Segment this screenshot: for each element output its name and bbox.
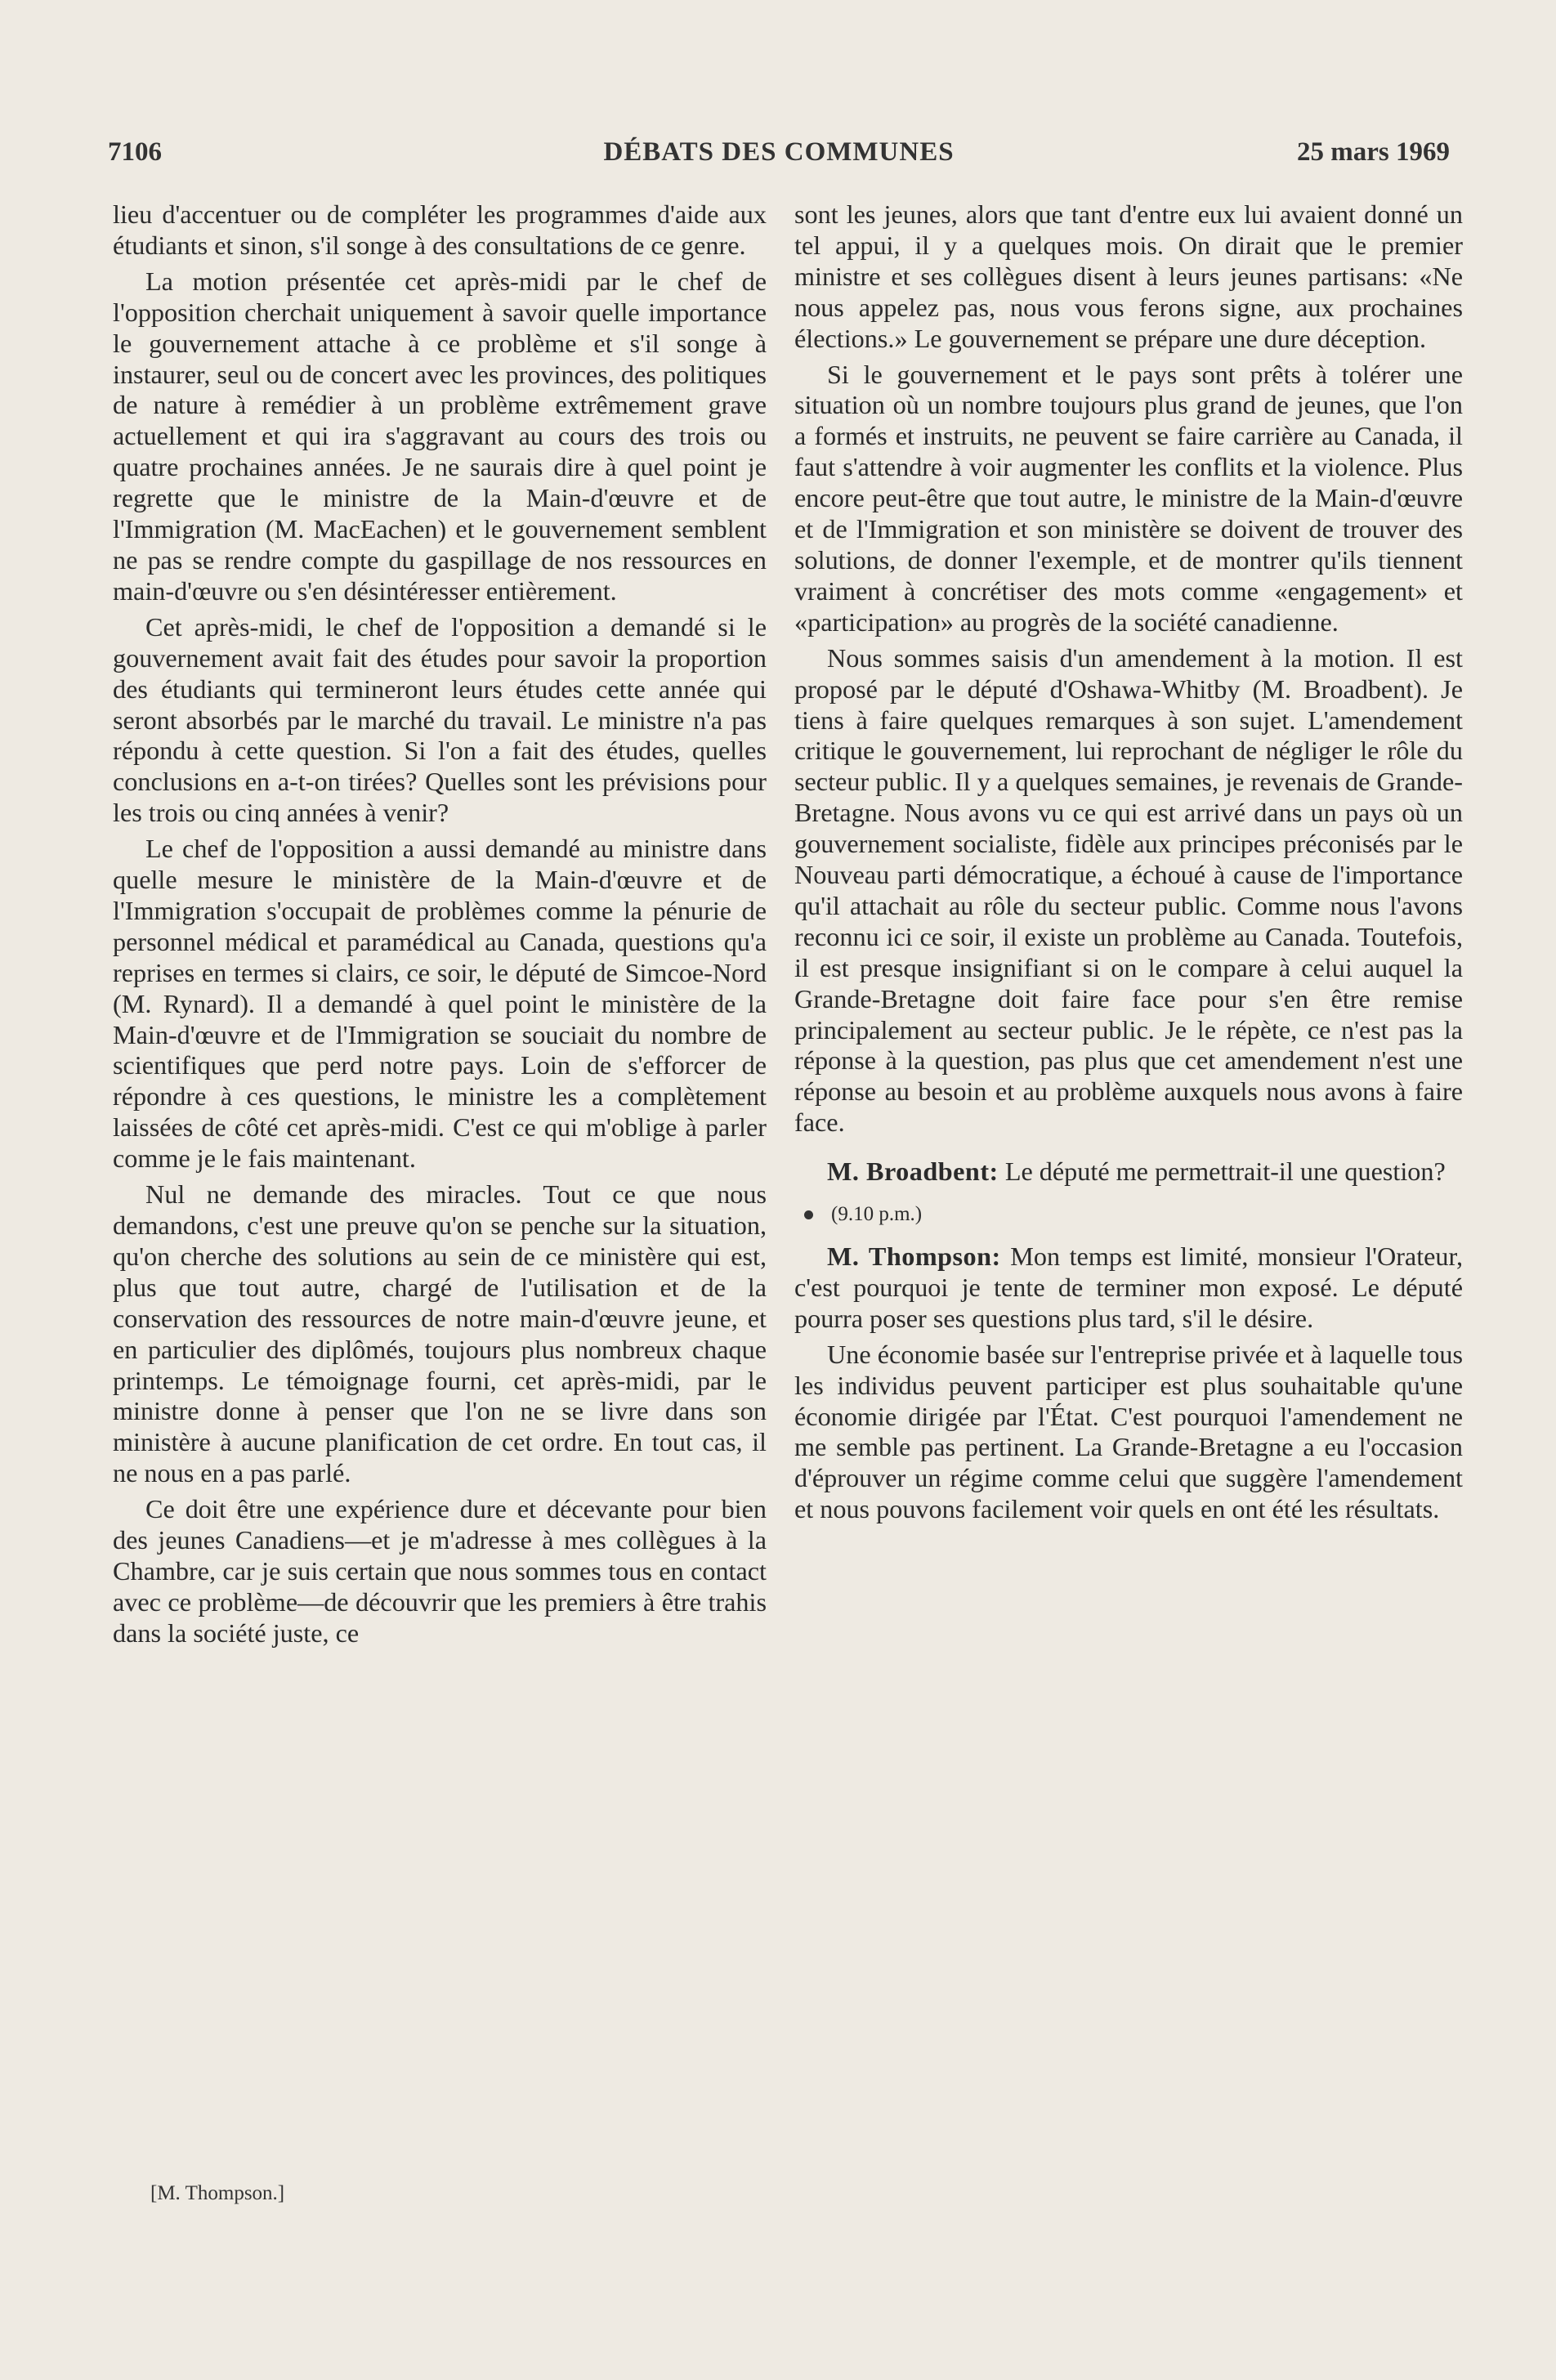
- speaker-name: M. Thompson:: [827, 1241, 1001, 1271]
- page-title: DÉBATS DES COMMUNES: [603, 137, 955, 167]
- page-date: 25 mars 1969: [1297, 137, 1450, 167]
- speaker-paragraph-broadbent: [794, 1156, 1463, 1188]
- speaker-text: Le député me permettrait-il une question?: [998, 1156, 1446, 1187]
- paragraph: Nul ne demande des miracles. Tout ce que nous demandons, c'est une preuve qu'on se penche sur la situation, qu'on cherche des solutions au sein de ce ministère qui est, plus que tout autre, chargé de l'utilisation et de la conservation des ressources de notre main-d'œuvre jeune, et en particulier des diplômés, toujours plus nombreux chaque printemps. Le témoignage fourni, cet après-midi, par le ministre donne à penser que l'on ne se livre dans son ministère à aucune planification de cet ordre. En tout cas, il ne nous en a pas parlé.: [113, 1179, 767, 1488]
- paragraph: lieu d'accentuer ou de compléter les programmes d'aide aux étudiants et sinon, s'il songe à des consultations de ce genre.: [113, 199, 767, 260]
- paragraph: Nous sommes saisis d'un amendement à la motion. Il est proposé par le député d'Oshawa-Whitby (M. Broadbent). Je tiens à faire quelques remarques à son sujet. L'amendement critique le gouvernement, lui reprochant de négliger le rôle du secteur public. Il y a quelques semaines, je revenais de Grande-Bretagne. Nous avons vu ce qui est arrivé dans un pays où un gouvernement socialiste, fidèle aux principes préconisés par le Nouveau parti démocratique, a échoué à cause de l'importance qu'il attachait au rôle du secteur public. Comme nous l'avons reconnu ici ce soir, il existe un problème au Canada. Toutefois, il est presque insignifiant si on le compare à celui auquel la Grande-Bretagne doit faire face pour s'en être remise principalement au secteur public. Je le répète, ce n'est pas la réponse à la question, pas plus que cet amendement n'est une réponse au besoin et au problème auxquels nous avons à faire face.: [794, 642, 1463, 1138]
- right-column: [794, 199, 1463, 1530]
- page-number: 7106: [108, 137, 162, 167]
- paragraph: Si le gouvernement et le pays sont prêts à tolérer une situation où un nombre toujours plus grand de jeunes, que l'on a formés et instruits, ne peuvent se faire carrière au Canada, il faut s'attendre à voir augmenter les conflits et la violence. Plus encore peut-être que tout autre, le ministre de la Main-d'œuvre et de l'Immigration et son ministère se doivent de trouver des solutions, de donner l'exemple, et de montrer qu'ils tiennent vraiment à concrétiser des mots comme «engagement» et «participation» au progrès de la société canadienne.: [794, 359, 1463, 637]
- paragraph: La motion présentée cet après-midi par le chef de l'opposition cherchait uniquement à savoir quelle importance le gouvernement attache à ce problème et s'il songe à instaurer, seul ou de concert avec les provinces, des politiques de nature à remédier à un problème extrêmement grave actuellement et qui ira s'aggravant au cours des trois ou quatre prochaines années. Je ne saurais dire à quel point je regrette que le ministre de la Main-d'œuvre et de l'Immigration (M. MacEachen) et le gouvernement semblent ne pas se rendre compte du gaspillage de nos ressources en main-d'œuvre ou s'en désintéresser entièrement.: [113, 266, 767, 606]
- paragraph: sont les jeunes, alors que tant d'entre eux lui avaient donné un tel appui, il y a quelques mois. On dirait que le premier ministre et ses collègues disent à leurs jeunes partisans: «Ne nous appelez pas, nous vous ferons signe, aux prochaines élections.» Le gouvernement se prépare une dure déception.: [794, 199, 1463, 353]
- paragraph: Le chef de l'opposition a aussi demandé au ministre dans quelle mesure le ministère de la Main-d'œuvre et de l'Immigration s'occupait de problèmes comme la pénurie de personnel médical et paramédical au Canada, questions qu'a reprises en termes si clairs, ce soir, le député de Simcoe-Nord (M. Rynard). Il a demandé à quel point le ministère de la Main-d'œuvre et de l'Immigration se souciait du nombre de scientifiques que perd notre pays. Loin de s'efforcer de répondre à ces questions, le ministre les a complètement laissées de côté cet après-midi. C'est ce qui m'oblige à parler comme je le fais maintenant.: [113, 834, 767, 1174]
- page-header: [108, 137, 1450, 173]
- speaker-paragraph-thompson: [794, 1241, 1463, 1335]
- bullet-icon: [804, 1210, 813, 1219]
- time-marker: [794, 1199, 1463, 1230]
- speaker-text: Mon temps est limité, monsieur l'Orateur, c'est pourquoi je tente de terminer mon exposé. Le député pourra poser ses questions plus tard, s'il le désire.: [794, 1241, 1464, 1333]
- paragraph: Cet après-midi, le chef de l'opposition a demandé si le gouvernement avait fait des études pour savoir la proportion des étudiants qui termineront leurs études cette année qui seront absorbés par le marché du travail. Le ministre n'a pas répondu à cette question. Si l'on a fait des études, quelles conclusions en a-t-on tirées? Quelles sont les prévisions pour les trois ou cinq années à venir?: [113, 611, 767, 828]
- time-stamp: (9.10 p.m.): [831, 1203, 923, 1226]
- paragraph: Ce doit être une expérience dure et décevante pour bien des jeunes Canadiens—et je m'adresse à mes collègues à la Chambre, car je suis certain que nous sommes tous en contact avec ce problème—de découvrir que les premiers à être trahis dans la société juste, ce: [113, 1494, 767, 1648]
- speaker-name: M. Broadbent:: [827, 1156, 999, 1187]
- footer-speaker-tag: [M. Thompson.]: [150, 2182, 285, 2204]
- left-column: [113, 199, 767, 1654]
- paragraph: Une économie basée sur l'entreprise privée et à laquelle tous les individus peuvent participer est plus souhaitable qu'une économie dirigée par l'État. C'est pourquoi l'amendement ne me semble pas pertinent. La Grande-Bretagne a eu l'occasion d'éprouver un régime comme celui que suggère l'amendement et nous pouvons facilement voir quels en ont été les résultats.: [794, 1339, 1463, 1524]
